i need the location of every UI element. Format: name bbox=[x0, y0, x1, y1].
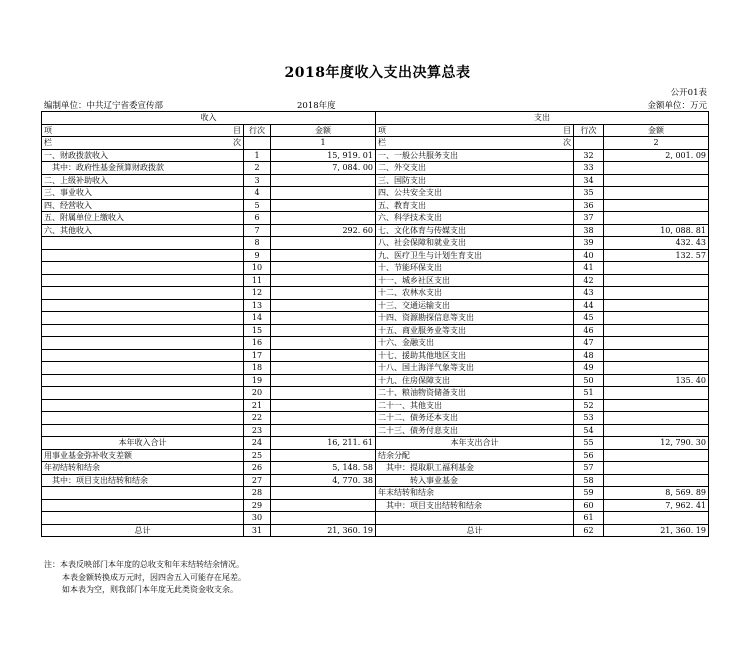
table-row bbox=[42, 162, 709, 175]
expense-line-no: 40 bbox=[574, 249, 604, 262]
table-row bbox=[42, 174, 709, 187]
item-label-mu: 目 bbox=[563, 125, 571, 135]
expense-item: 三、国防支出 bbox=[376, 174, 574, 187]
expense-amount: 12, 790. 30 bbox=[604, 437, 709, 450]
income-item bbox=[42, 324, 244, 337]
income-item bbox=[42, 399, 244, 412]
expense-amount bbox=[604, 312, 709, 325]
expense-amount: 2, 001. 09 bbox=[604, 149, 709, 162]
expense-amount bbox=[604, 212, 709, 225]
expense-amount: 432. 43 bbox=[604, 237, 709, 250]
expense-line-no: 61 bbox=[574, 512, 604, 525]
lan-label: 栏 bbox=[44, 138, 52, 148]
income-line-no: 25 bbox=[244, 449, 271, 462]
expense-line-no: 36 bbox=[574, 199, 604, 212]
expense-line-no: 47 bbox=[574, 337, 604, 350]
income-line-no: 5 bbox=[244, 199, 271, 212]
expense-item: 十九、住房保障支出 bbox=[376, 374, 574, 387]
income-amount bbox=[271, 362, 376, 375]
expense-line-no: 34 bbox=[574, 174, 604, 187]
table-row bbox=[42, 437, 709, 450]
income-amount: 15, 919. 01 bbox=[271, 149, 376, 162]
expense-item: 十八、国土海洋气象等支出 bbox=[376, 362, 574, 375]
expense-line-no: 35 bbox=[574, 187, 604, 200]
expense-line-no: 38 bbox=[574, 224, 604, 237]
table-row bbox=[42, 262, 709, 275]
column-number-2: 2 bbox=[604, 137, 709, 150]
table-row bbox=[42, 187, 709, 200]
report-year: 2018年度 bbox=[297, 101, 336, 111]
expense-line-no: 51 bbox=[574, 387, 604, 400]
income-item bbox=[42, 274, 244, 287]
income-item bbox=[42, 374, 244, 387]
income-line-no: 1 bbox=[244, 149, 271, 162]
income-item bbox=[42, 349, 244, 362]
income-amount bbox=[271, 274, 376, 287]
table-row bbox=[42, 237, 709, 250]
expense-item: 十一、城乡社区支出 bbox=[376, 274, 574, 287]
table-row bbox=[42, 274, 709, 287]
note-1: 注：本表反映部门本年度的总收支和年末结转结余情况。 bbox=[44, 560, 244, 569]
table-row bbox=[42, 337, 709, 350]
expense-item: 二十一、其他支出 bbox=[376, 399, 574, 412]
expense-item: 二十二、债务还本支出 bbox=[376, 412, 574, 425]
income-expense-table bbox=[41, 111, 709, 537]
income-line-no: 10 bbox=[244, 262, 271, 275]
table-row bbox=[42, 387, 709, 400]
amount-header-right: 金额 bbox=[604, 124, 709, 137]
empty-cell bbox=[244, 137, 271, 150]
expense-amount bbox=[604, 412, 709, 425]
income-line-no: 28 bbox=[244, 487, 271, 500]
header-row-column-index bbox=[42, 137, 709, 150]
income-item: 总计 bbox=[42, 524, 244, 537]
income-line-no: 4 bbox=[244, 187, 271, 200]
expense-item: 十三、交通运输支出 bbox=[376, 299, 574, 312]
income-item: 年初结转和结余 bbox=[42, 462, 244, 475]
income-amount bbox=[271, 424, 376, 437]
income-item bbox=[42, 262, 244, 275]
table-row bbox=[42, 299, 709, 312]
expense-amount bbox=[604, 199, 709, 212]
expense-amount bbox=[604, 174, 709, 187]
expense-amount bbox=[604, 362, 709, 375]
income-amount: 7, 084. 00 bbox=[271, 162, 376, 175]
report-title: 2018年度收入支出决算总表 bbox=[284, 65, 471, 81]
expense-amount: 10, 088. 81 bbox=[604, 224, 709, 237]
expense-item: 五、教育支出 bbox=[376, 199, 574, 212]
income-item bbox=[42, 412, 244, 425]
income-line-no: 20 bbox=[244, 387, 271, 400]
expense-line-no: 43 bbox=[574, 287, 604, 300]
income-item: 五、附属单位上缴收入 bbox=[42, 212, 244, 225]
column-number-1: 1 bbox=[271, 137, 376, 150]
income-amount bbox=[271, 499, 376, 512]
income-amount bbox=[271, 487, 376, 500]
income-amount bbox=[271, 237, 376, 250]
note-3: 如本表为空，则我部门本年度无此类资金收支余。 bbox=[62, 585, 238, 594]
expense-item: 八、社会保障和就业支出 bbox=[376, 237, 574, 250]
item-header-right bbox=[376, 124, 574, 137]
income-line-no: 15 bbox=[244, 324, 271, 337]
income-line-no: 19 bbox=[244, 374, 271, 387]
expense-item: 总计 bbox=[376, 524, 574, 537]
empty-cell bbox=[574, 137, 604, 150]
expense-amount bbox=[604, 424, 709, 437]
expense-item: 二十、粮油物资储备支出 bbox=[376, 387, 574, 400]
income-item: 其中：项目支出结转和结余 bbox=[42, 474, 244, 487]
income-amount bbox=[271, 249, 376, 262]
ci-label: 次 bbox=[563, 138, 571, 148]
expense-line-no: 48 bbox=[574, 349, 604, 362]
income-line-no: 12 bbox=[244, 287, 271, 300]
expense-amount bbox=[604, 462, 709, 475]
expense-item: 十六、金融支出 bbox=[376, 337, 574, 350]
expense-line-no: 62 bbox=[574, 524, 604, 537]
expense-amount: 132. 57 bbox=[604, 249, 709, 262]
income-item bbox=[42, 249, 244, 262]
income-amount bbox=[271, 262, 376, 275]
income-line-no: 7 bbox=[244, 224, 271, 237]
expense-line-no: 59 bbox=[574, 487, 604, 500]
expense-item: 二十三、债务付息支出 bbox=[376, 424, 574, 437]
expense-amount: 8, 569. 89 bbox=[604, 487, 709, 500]
income-item bbox=[42, 362, 244, 375]
income-line-no: 16 bbox=[244, 337, 271, 350]
expense-item: 十、节能环保支出 bbox=[376, 262, 574, 275]
income-item bbox=[42, 387, 244, 400]
expense-item: 十五、商业服务业等支出 bbox=[376, 324, 574, 337]
expense-line-no: 46 bbox=[574, 324, 604, 337]
income-amount bbox=[271, 512, 376, 525]
item-label-xiang: 项 bbox=[378, 125, 386, 135]
expense-amount bbox=[604, 337, 709, 350]
item-header-left bbox=[42, 124, 244, 137]
expense-line-no: 45 bbox=[574, 312, 604, 325]
expense-line-no: 52 bbox=[574, 399, 604, 412]
expense-amount bbox=[604, 299, 709, 312]
income-line-no: 30 bbox=[244, 512, 271, 525]
expense-line-no: 49 bbox=[574, 362, 604, 375]
income-line-no: 23 bbox=[244, 424, 271, 437]
table-row bbox=[42, 462, 709, 475]
income-amount bbox=[271, 199, 376, 212]
expense-line-no: 50 bbox=[574, 374, 604, 387]
expense-line-no: 55 bbox=[574, 437, 604, 450]
income-item bbox=[42, 299, 244, 312]
income-item: 本年收入合计 bbox=[42, 437, 244, 450]
expense-line-no: 44 bbox=[574, 299, 604, 312]
ci-label: 次 bbox=[233, 138, 241, 148]
note-2: 本表金额转换成万元时，因四舍五入可能存在尾差。 bbox=[62, 572, 246, 582]
expense-amount bbox=[604, 162, 709, 175]
income-amount bbox=[271, 174, 376, 187]
income-amount bbox=[271, 399, 376, 412]
item-label-mu: 目 bbox=[233, 125, 241, 135]
expense-line-no: 54 bbox=[574, 424, 604, 437]
income-item: 一、财政拨款收入 bbox=[42, 149, 244, 162]
income-line-no: 18 bbox=[244, 362, 271, 375]
amount-unit: 金额单位：万元 bbox=[647, 101, 707, 111]
income-item bbox=[42, 424, 244, 437]
income-line-no: 29 bbox=[244, 499, 271, 512]
income-amount bbox=[271, 412, 376, 425]
income-amount: 21, 360. 19 bbox=[271, 524, 376, 537]
income-amount bbox=[271, 324, 376, 337]
notes bbox=[44, 559, 246, 597]
header-row-section bbox=[42, 112, 709, 125]
header-row-columns bbox=[42, 124, 709, 137]
expense-amount bbox=[604, 474, 709, 487]
expense-line-no: 32 bbox=[574, 149, 604, 162]
item-label-xiang: 项 bbox=[44, 125, 52, 135]
income-item bbox=[42, 337, 244, 350]
income-item: 四、经营收入 bbox=[42, 199, 244, 212]
expense-line-no: 37 bbox=[574, 212, 604, 225]
expense-item: 转入事业基金 bbox=[376, 474, 574, 487]
table-row bbox=[42, 474, 709, 487]
expense-amount: 135. 40 bbox=[604, 374, 709, 387]
expense-line-no: 33 bbox=[574, 162, 604, 175]
expense-item: 七、文化体育与传媒支出 bbox=[376, 224, 574, 237]
table-row bbox=[42, 249, 709, 262]
income-line-no: 9 bbox=[244, 249, 271, 262]
expense-line-no: 41 bbox=[574, 262, 604, 275]
expense-item: 九、医疗卫生与计划生育支出 bbox=[376, 249, 574, 262]
expense-amount bbox=[604, 399, 709, 412]
expense-amount bbox=[604, 324, 709, 337]
income-item: 其中：政府性基金预算财政拨款 bbox=[42, 162, 244, 175]
income-amount bbox=[271, 212, 376, 225]
compiling-unit: 编制单位：中共辽宁省委宣传部 bbox=[44, 101, 164, 111]
table-row bbox=[42, 412, 709, 425]
expense-item: 十二、农林水支出 bbox=[376, 287, 574, 300]
income-line-no: 11 bbox=[244, 274, 271, 287]
table-row bbox=[42, 199, 709, 212]
income-line-no: 26 bbox=[244, 462, 271, 475]
income-amount bbox=[271, 187, 376, 200]
expense-line-no: 42 bbox=[574, 274, 604, 287]
income-amount: 16, 211. 61 bbox=[271, 437, 376, 450]
income-item: 用事业基金弥补收支差额 bbox=[42, 449, 244, 462]
income-item: 六、其他收入 bbox=[42, 224, 244, 237]
table-row bbox=[42, 499, 709, 512]
income-line-no: 24 bbox=[244, 437, 271, 450]
expense-item: 二、外交支出 bbox=[376, 162, 574, 175]
expense-line-no: 58 bbox=[574, 474, 604, 487]
income-line-no: 22 bbox=[244, 412, 271, 425]
table-row bbox=[42, 287, 709, 300]
table-row bbox=[42, 324, 709, 337]
table-row bbox=[42, 399, 709, 412]
expense-line-no: 60 bbox=[574, 499, 604, 512]
table-row bbox=[42, 362, 709, 375]
line-no-header-left: 行次 bbox=[244, 124, 271, 137]
income-amount: 4, 770. 38 bbox=[271, 474, 376, 487]
income-amount: 292. 60 bbox=[271, 224, 376, 237]
income-line-no: 31 bbox=[244, 524, 271, 537]
lan-label: 栏 bbox=[378, 138, 386, 148]
expense-item bbox=[376, 512, 574, 525]
expense-item: 四、公共安全支出 bbox=[376, 187, 574, 200]
expense-line-no: 56 bbox=[574, 449, 604, 462]
income-item bbox=[42, 237, 244, 250]
income-amount: 5, 148. 58 bbox=[271, 462, 376, 475]
income-line-no: 2 bbox=[244, 162, 271, 175]
table-row bbox=[42, 424, 709, 437]
expense-amount bbox=[604, 274, 709, 287]
income-line-no: 21 bbox=[244, 399, 271, 412]
expense-amount: 7, 962. 41 bbox=[604, 499, 709, 512]
expense-item: 年末结转和结余 bbox=[376, 487, 574, 500]
income-item: 二、上级补助收入 bbox=[42, 174, 244, 187]
expense-amount bbox=[604, 187, 709, 200]
income-item bbox=[42, 312, 244, 325]
table-row bbox=[42, 312, 709, 325]
column-index-right bbox=[376, 137, 574, 150]
income-item bbox=[42, 499, 244, 512]
income-line-no: 14 bbox=[244, 312, 271, 325]
expense-item: 六、科学技术支出 bbox=[376, 212, 574, 225]
income-line-no: 17 bbox=[244, 349, 271, 362]
income-item bbox=[42, 487, 244, 500]
income-amount bbox=[271, 449, 376, 462]
income-item bbox=[42, 287, 244, 300]
income-amount bbox=[271, 287, 376, 300]
expense-amount bbox=[604, 512, 709, 525]
income-amount bbox=[271, 387, 376, 400]
expense-amount bbox=[604, 387, 709, 400]
expense-item: 十七、援助其他地区支出 bbox=[376, 349, 574, 362]
income-amount bbox=[271, 374, 376, 387]
table-row bbox=[42, 487, 709, 500]
expense-amount bbox=[604, 262, 709, 275]
expense-item: 结余分配 bbox=[376, 449, 574, 462]
expense-item: 十四、资源勘探信息等支出 bbox=[376, 312, 574, 325]
expense-amount: 21, 360. 19 bbox=[604, 524, 709, 537]
expense-item: 一、一般公共服务支出 bbox=[376, 149, 574, 162]
expense-amount bbox=[604, 287, 709, 300]
amount-header-left: 金额 bbox=[271, 124, 376, 137]
expense-amount bbox=[604, 349, 709, 362]
income-item bbox=[42, 512, 244, 525]
table-row bbox=[42, 449, 709, 462]
income-line-no: 6 bbox=[244, 212, 271, 225]
income-amount bbox=[271, 337, 376, 350]
column-index-left bbox=[42, 137, 244, 150]
income-line-no: 8 bbox=[244, 237, 271, 250]
income-line-no: 27 bbox=[244, 474, 271, 487]
table-row bbox=[42, 149, 709, 162]
table-row bbox=[42, 512, 709, 525]
expense-header: 支出 bbox=[376, 112, 709, 125]
expense-item: 其中：提取职工福利基金 bbox=[376, 462, 574, 475]
expense-line-no: 53 bbox=[574, 412, 604, 425]
table-row bbox=[42, 374, 709, 387]
income-amount bbox=[271, 312, 376, 325]
expense-line-no: 57 bbox=[574, 462, 604, 475]
table-row bbox=[42, 524, 709, 537]
income-line-no: 3 bbox=[244, 174, 271, 187]
income-amount bbox=[271, 349, 376, 362]
table-row bbox=[42, 349, 709, 362]
expense-line-no: 39 bbox=[574, 237, 604, 250]
expense-amount bbox=[604, 449, 709, 462]
income-line-no: 13 bbox=[244, 299, 271, 312]
income-amount bbox=[271, 299, 376, 312]
line-no-header-right: 行次 bbox=[574, 124, 604, 137]
table-row bbox=[42, 212, 709, 225]
expense-item: 本年支出合计 bbox=[376, 437, 574, 450]
income-header: 收入 bbox=[42, 112, 376, 125]
expense-item: 其中：项目支出结转和结余 bbox=[376, 499, 574, 512]
income-item: 三、事业收入 bbox=[42, 187, 244, 200]
table-row bbox=[42, 224, 709, 237]
form-number: 公开01表 bbox=[670, 88, 707, 98]
